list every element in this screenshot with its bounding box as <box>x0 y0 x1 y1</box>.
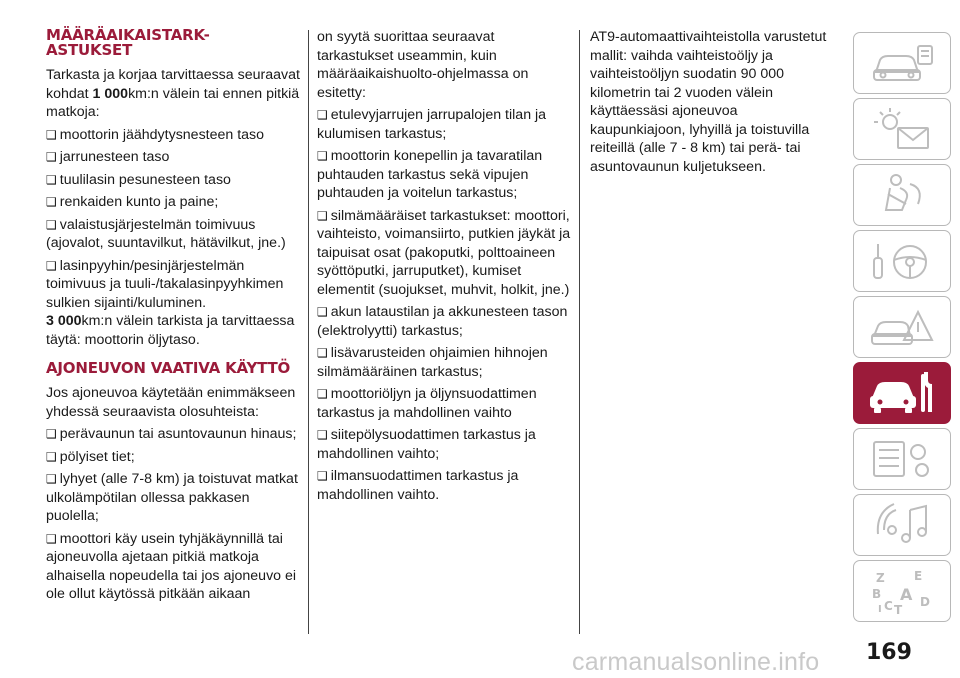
column-3 <box>590 28 830 180</box>
list-item: ❑ silmämääräiset tarkastukset: moottori, vaihteisto, voimansiirto, putkien jäykät ja taipuisat osat (pakoputki, polttoaineen syöttöputki, jarruputket), kumiset elementit (suojukset, muhvit, holkit, jne.) <box>317 207 571 300</box>
index-letter: B <box>872 587 882 601</box>
list-item: ❑ tuulilasin pesunesteen taso <box>46 171 300 190</box>
list-item: ❑ jarrunesteen taso <box>46 148 300 167</box>
watermark: carmanualsonline.info <box>572 648 820 676</box>
list-item: ❑ moottorin jäähdytysnesteen taso <box>46 126 300 145</box>
list-item: ❑ akun lataustilan ja akkunesteen tason (elektrolyytti) tarkastus; <box>317 303 571 340</box>
column-1 <box>46 28 300 608</box>
intro-paragraph: Tarkasta ja korjaa tarvittaessa seuraavat kohdat 1 000km:n välein tai ennen pitkiä matkoja: <box>46 67 300 120</box>
list-item: ❑ valaistusjärjestelmän toimivuus (ajovalot, suuntavilkut, hätävilkut, jne.) <box>46 216 300 253</box>
car-emergency-icon <box>866 302 938 352</box>
tab-maintenance[interactable] <box>853 362 951 424</box>
list-item: ❑ pölyiset tiet; <box>46 448 300 467</box>
oil-paragraph: 3 000km:n välein tarkista ja tarvittaessa täytä: moottorin öljytaso. <box>46 313 295 348</box>
multimedia-icon <box>866 500 938 550</box>
index-letter: T <box>894 603 903 616</box>
list-item: ❑ etulevyjarrujen jarrupalojen tilan ja kulumisen tarkastus; <box>317 106 571 143</box>
tab-starting-driving[interactable] <box>853 230 951 292</box>
list-item: ❑ moottori käy usein tyhjäkäynnillä tai ajoneuvolla ajetaan pitkiä matkoja alhaisella nopeudella tai jos ajoneuvo ei ole ollut käytössä pitkään aikaan <box>46 530 300 604</box>
transmission-paragraph: AT9-automaattivaihteistolla varustetut mallit: vaihda vaihteistoöljy ja vaihteistoöljyn suodatin 90 000 kilometrin tai 2 vuoden välein käyttäessäsi ajoneuvoa kaupunkiajoon, lyhyillä ja toistuvilla reiteillä (alle 7 - 8 km) tai perä- tai asuntovaunun kuljetukseen. <box>590 29 827 175</box>
list-item: ❑ lisävarusteiden ohjaimien hihnojen silmämääräinen tarkastus; <box>317 344 571 381</box>
list-item: ❑ lyhyet (alle 7-8 km) ja toistuvat matkat ulkolämpötilan ollessa pakkasen puolella; <box>46 470 300 526</box>
tab-car-info[interactable] <box>853 32 951 94</box>
tab-index[interactable] <box>853 560 951 622</box>
index-letter: I <box>878 604 882 615</box>
index-letters-icon <box>866 566 938 616</box>
car-info-icon <box>866 38 938 88</box>
list-item: ❑ siitepölysuodattimen tarkastus ja mahdollinen vaihto; <box>317 426 571 463</box>
tab-emergency[interactable] <box>853 296 951 358</box>
tab-technical-data[interactable] <box>853 428 951 490</box>
column-divider <box>579 30 580 634</box>
list-item: ❑ moottorin konepellin ja tavaratilan puhtauden tarkastus sekä vipujen puhtauden ja voitelun tarkastus; <box>317 147 571 203</box>
list-item: ❑ renkaiden kunto ja paine; <box>46 193 300 212</box>
page-number: 169 <box>866 640 912 665</box>
chapter-sidebar <box>853 32 951 626</box>
key-steering-wheel-icon <box>866 236 938 286</box>
tab-safety[interactable] <box>853 164 951 226</box>
list-item: ❑ moottoriöljyn ja öljynsuodattimen tarkastus ja mahdollinen vaihto <box>317 385 571 422</box>
list-item: ❑ lasinpyyhin/pesinjärjestelmän toimivuus ja tuuli-/takalasinpyyhkimen sulkien sijainti/kuluminen. <box>46 257 300 313</box>
list-item: ❑ perävaunun tai asuntovaunun hinaus; <box>46 425 300 444</box>
index-letter: E <box>914 569 923 583</box>
heading-severe-use: AJONEUVON VAATIVA KÄYTTÖ <box>46 359 291 377</box>
heading-periodic-checks: MÄÄRÄAIKAISTARK- ASTUKSET <box>46 26 210 59</box>
airbag-seat-icon <box>866 170 938 220</box>
warning-lights-icon <box>866 104 938 154</box>
index-letter: Z <box>876 571 885 585</box>
index-letter: A <box>900 585 913 604</box>
list-item: ❑ ilmansuodattimen tarkastus ja mahdollinen vaihto. <box>317 467 571 504</box>
car-maintenance-icon <box>866 368 938 418</box>
index-letter: C <box>884 599 893 613</box>
col2-intro: on syytä suorittaa seuraavat tarkastukset useammin, kuin määräaikaishuolto-ohjelmassa on esitetty: <box>317 29 529 101</box>
usage-intro: Jos ajoneuvoa käytetään enimmäkseen yhdessä seuraavista olosuhteista: <box>46 385 296 420</box>
column-divider <box>308 30 309 634</box>
column-2 <box>317 28 571 508</box>
technical-data-icon <box>866 434 938 484</box>
tab-multimedia[interactable] <box>853 494 951 556</box>
index-letter: D <box>920 595 930 609</box>
tab-warning-lights[interactable] <box>853 98 951 160</box>
